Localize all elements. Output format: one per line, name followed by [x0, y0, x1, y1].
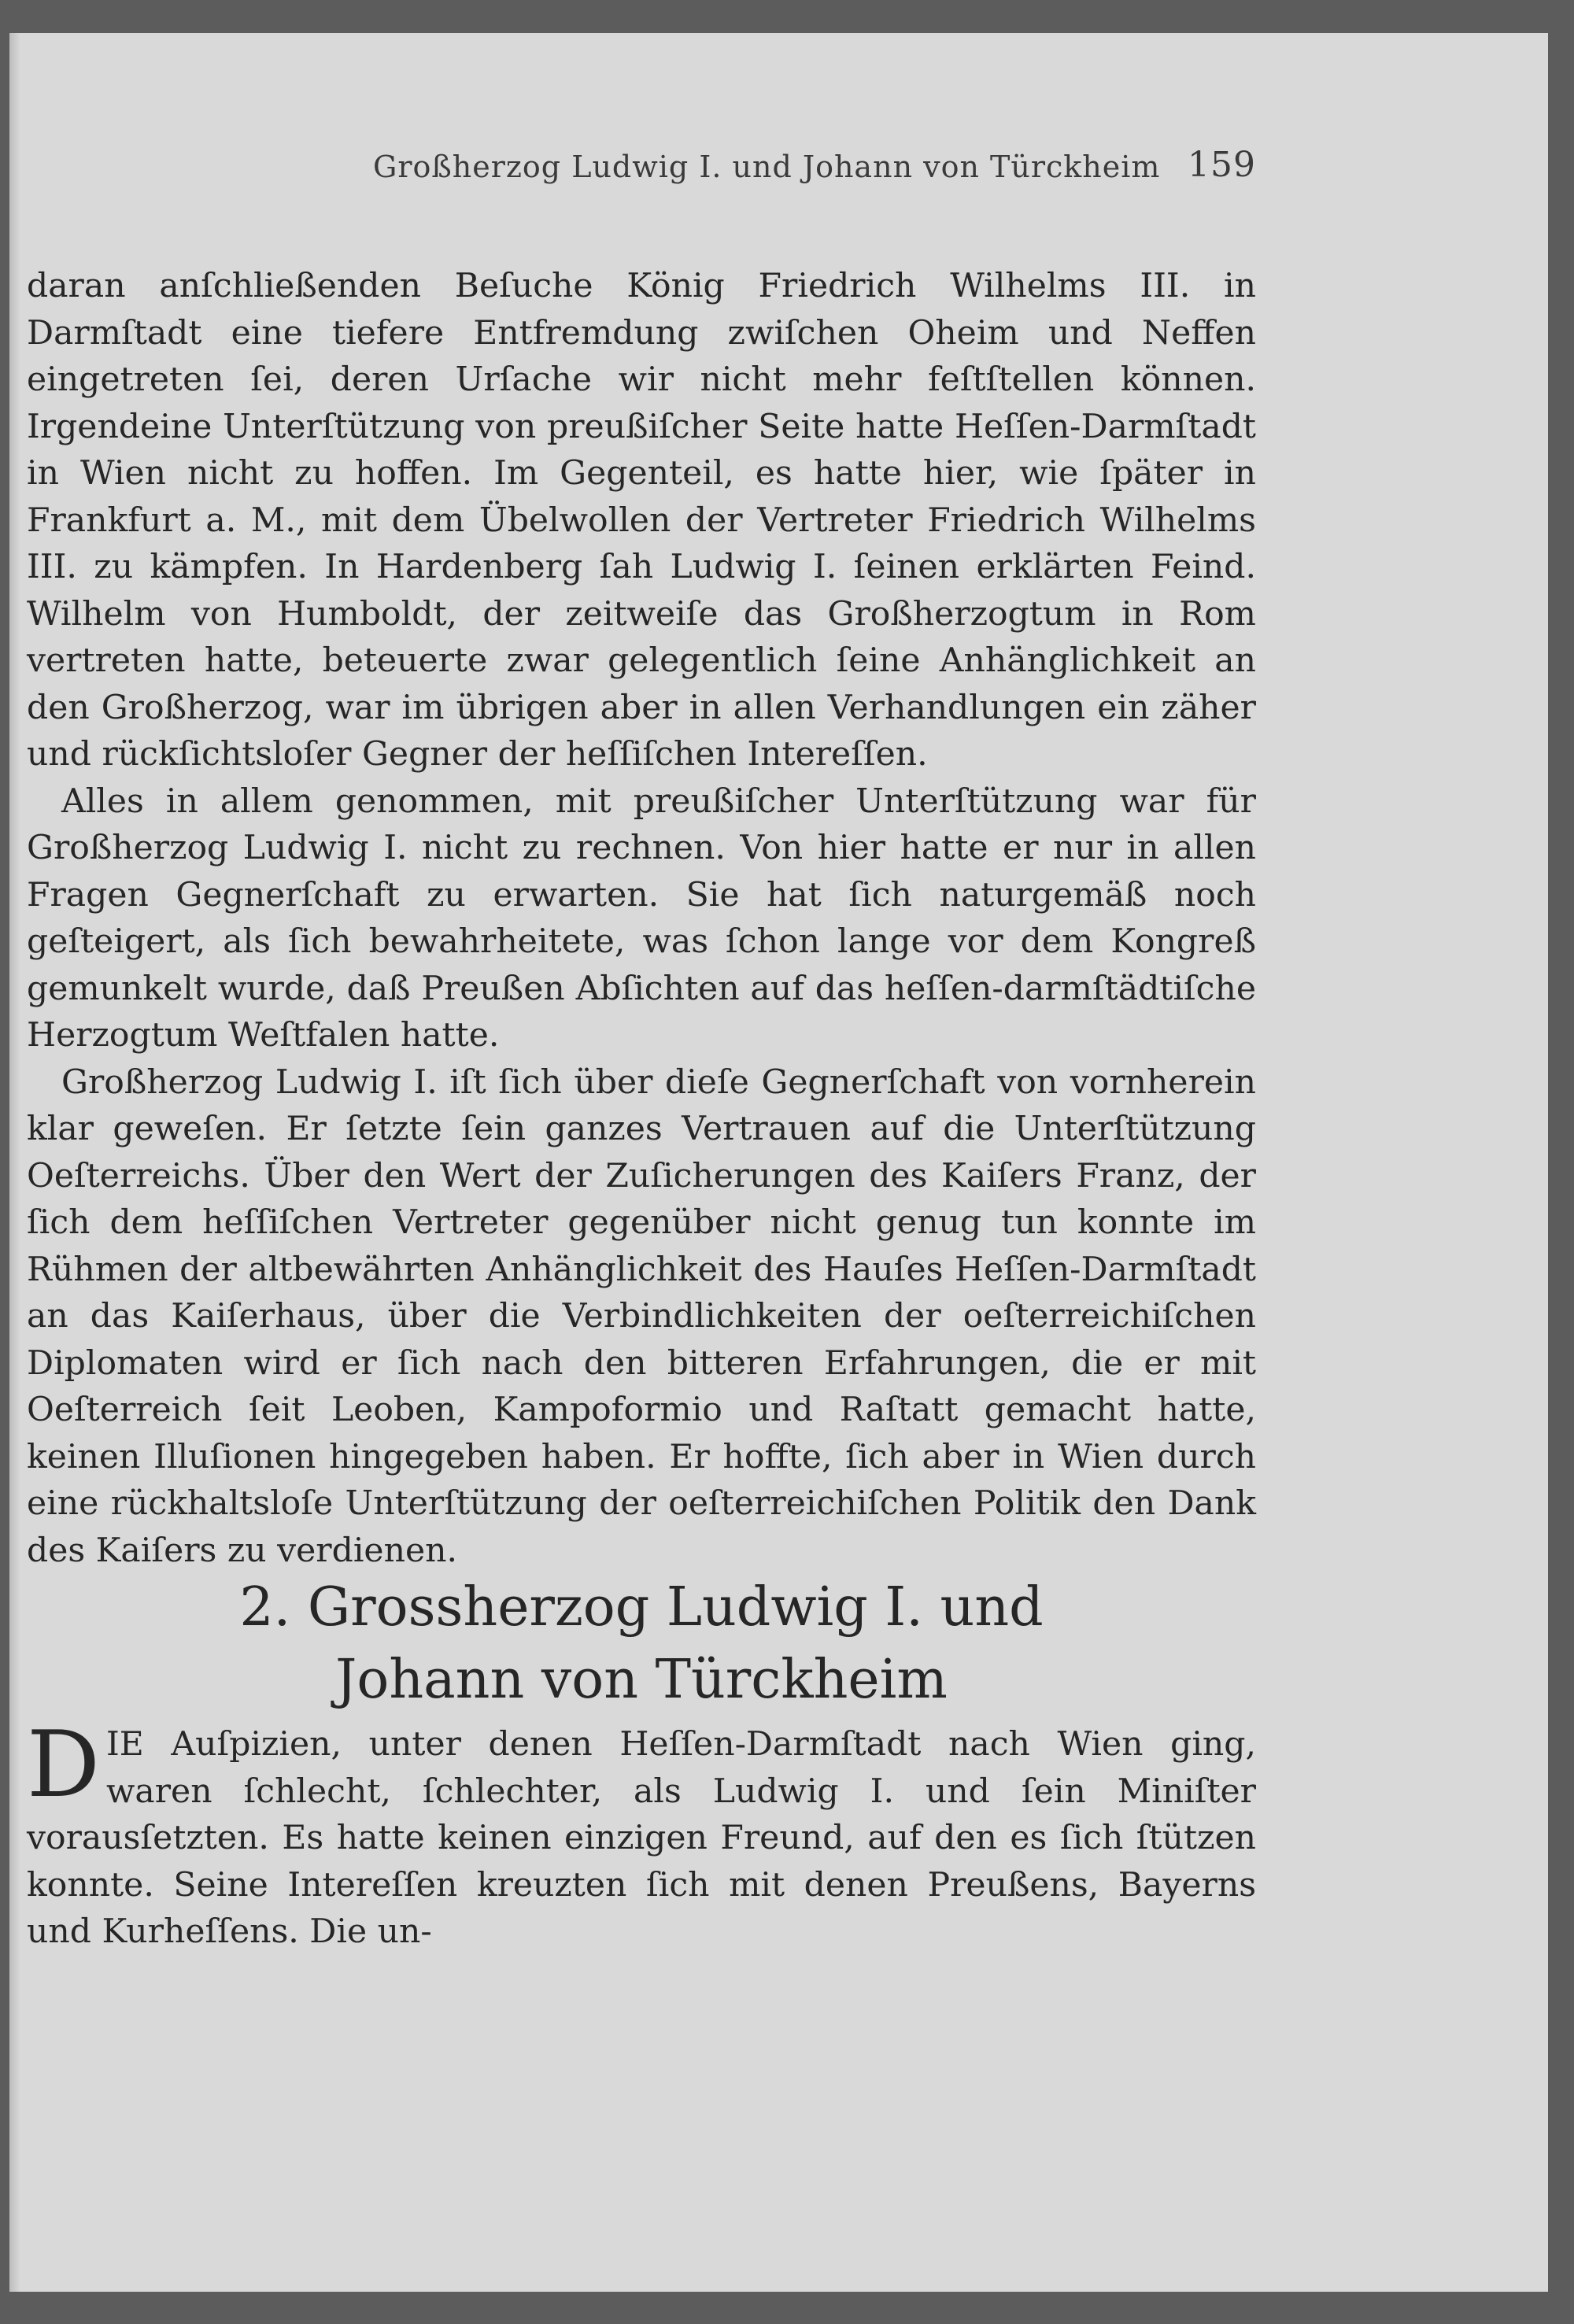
book-page	[9, 33, 1548, 2292]
paragraph: Großherzog Ludwig I. iſt ſich über dieſe Gegnerſchaft von vornherein klar geweſen. Er ſetzte ſein ganzes Vertrauen auf die Unterſtützung Oeſterreichs. Über den Wert der Zuſicherungen des Kaiſers Franz, der ſich dem heſſiſchen Vertreter gegenüber nicht genug tun konnte im Rühmen der altbewährten Anhänglichkeit des Hauſes Heſſen-Darmſtadt an das Kaiſerhaus, über die Verbindlichkeiten der oeſterreichiſchen Diplomaten wird er ſich nach den bitteren Erfahrungen, die er mit Oeſterreich ſeit Leoben, Kampoformio und Raſtatt gemacht hatte, keinen Illuſionen hingegeben haben. Er hoffte, ſich aber in Wien durch eine rückhaltsloſe Unterſtützung der oeſterreichiſchen Politik den Dank des Kaiſers zu verdienen.	[27, 1062, 1256, 1570]
paragraph: Alles in allem genommen, mit preußiſcher Unterſtützung war für Großherzog Ludwig I. nicht zu rechnen. Von hier hatte er nur in allen Fragen Gegnerſchaft zu erwarten. Sie hat ſich naturgemäß noch geſteigert, als ſich bewahrheitete, was ſchon lange vor dem Kongreß gemunkelt wurde, daß Preußen Abſichten auf das heſſen-darmſtädtiſche Herzogtum Weſtfalen hatte.	[27, 781, 1256, 1055]
section-heading-line: Johann von Türckheim	[335, 1649, 948, 1711]
body-text	[27, 263, 1256, 1574]
section-heading-line: 2. Grossherzog Ludwig I. und	[239, 1576, 1044, 1639]
paragraph: daran anſchließenden Beſuche König Friedrich Wilhelms III. in Darmſtadt eine tiefere Entfremdung zwiſchen Oheim und Neffen eingetreten ſei, deren Urſache wir nicht mehr feſtſtellen können. Irgendeine Unterſtützung von preußiſcher Seite hatte Heſſen-Darmſtadt in Wien nicht zu hoffen. Im Gegenteil, es hatte hier, wie ſpäter in Frankfurt a. M., mit dem Übelwollen der Vertreter Friedrich Wilhelms III. zu kämpfen. In Hardenberg ſah Ludwig I. ſeinen erklärten Feind. Wilhelm von Humboldt, der zeitweiſe das Großherzogtum in Rom vertreten hatte, beteuerte zwar gelegentlich ſeine Anhänglichkeit an den Großherzog, war im übrigen aber in allen Verhandlungen ein zäher und rückſichtsloſer Gegner der heſſiſchen Intereſſen.	[27, 267, 1256, 774]
section-heading	[27, 1572, 1256, 1716]
page-header	[373, 145, 1256, 205]
drop-cap: D	[27, 1712, 101, 1818]
page-number: 159	[1188, 145, 1256, 185]
running-title: Großherzog Ludwig I. und Johann von Türckheim	[373, 150, 1161, 184]
paragraph: IE Auſpizien, unter denen Heſſen-Darmſtadt nach Wien ging, waren ſchlecht, ſchlechter, als Ludwig I. und ſein Miniſter vorausſetzten. Es hatte keinen einzigen Freund, auf den es ſich ſtützen konnte. Seine Intereſſen kreuzten ſich mit denen Preußens, Bayerns und Kurheſſens. Die un-	[27, 1725, 1256, 1951]
section-text	[27, 1712, 1256, 1956]
